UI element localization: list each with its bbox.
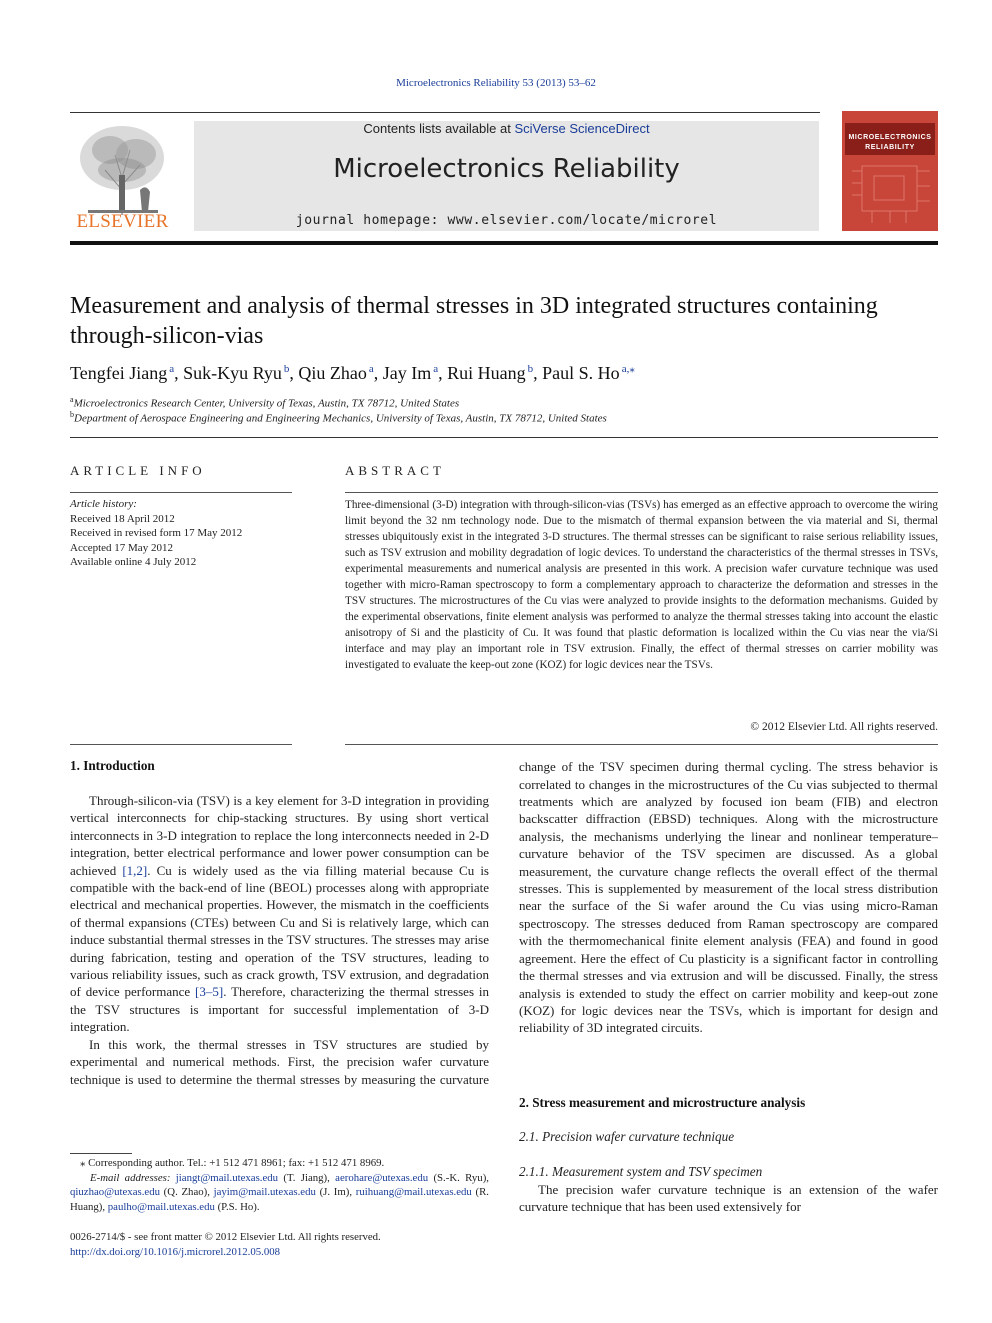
email-link[interactable]: jiangt@mail.utexas.edu — [175, 1171, 279, 1184]
doi-link[interactable]: http://dx.doi.org/10.1016/j.microrel.2012.05.008 — [70, 1245, 281, 1258]
article-info-rule — [70, 492, 292, 493]
intro-paragraph-1: Through-silicon-via (TSV) is a key element for 3-D integration in providing vertical interconnects for chip-stacking structures. By using short vertical interconnects in 3-D integration to replace the long interconnects needed in 2-D integration, better electrical performance and lower power consumption can be achieved [1,2]. Cu is widely used as the via filling material because Cu is compatible with the back-end of line (BEOL) processes along with appropriate electrical and mechanical properties. However, the mismatch in the coefficients of thermal expansions (CTEs) between Cu and Si is relatively large, which can induce substantial thermal stresses in the TSV structures. The stresses may arise during fabrication, testing and operation of the TSV structures, leading to various reliability issues, such as crack growth, TSV extrusion, and degradation of device performance [3–5]. Therefore, characterizing the thermal stresses in the TSV structures is important for successful implementation of 3-D integration. — [70, 793, 489, 1035]
header-rule — [70, 112, 820, 113]
history-online: Available online 4 July 2012 — [70, 556, 197, 568]
section-2-1-1-text — [519, 1181, 938, 1216]
email-label: E-mail addresses: — [90, 1171, 171, 1184]
abstract-text: Three-dimensional (3-D) integration with through-silicon-vias (TSVs) has emerged as an effective approach to overcome the wiring limit beyond the 32 nm technology node. Due to the mismatch of thermal expansion between the via material and Si, thermal stresses ubiquitously exist in the integrated 3-D structures. The thermal stresses can be significant to raise serious reliability issues, such as TSV extrusion and mobility degradation of logic devices. To understand the characteristics of the thermal stresses in TSVs, experimental measurements and numerical analysis are presented in this work. A precision wafer curvature technique was used together with micro-Raman spectroscopy to form a complementary approach to characterize the deformation and stresses in the TSV structures. The microstructures of the Cu vias were analyzed to provide insights to the deformation mechanisms. Guided by the experimental observations, finite element analysis was performed to analyze the thermal stresses taking into account the elastic anisotropy of Si and the plasticity of Cu. It was found that plastic deformation is localized within the Cu vias near the via/Si interface and may play an important role in TSV extrusion. Finally, the effect of thermal stresses on carrier mobility was investigated to evaluate the keep-out zone (KOZ) for logic devices near the TSVs. — [345, 499, 938, 671]
author[interactable]: Suk-Kyu Ryu $^b$ — [183, 363, 290, 383]
author[interactable]: Jay Im $^a$ — [382, 363, 439, 383]
abstract-copyright: © 2012 Elsevier Ltd. All rights reserved. — [750, 721, 938, 733]
email-addresses: E-mail addresses: jiangt@mail.utexas.edu (T. Jiang), aerohare@utexas.edu (S.-K. Ryu), qiuzhao@utexas.edu (Q. Zhao), jayim@mail.utexas.edu (J. Im), ruihuang@mail.utexas.edu (R. Huang), paulho@mail.utexas.edu (P.S. Ho). — [70, 1171, 490, 1213]
history-label: Article history: — [70, 498, 137, 510]
cover-title-line2: RELIABILITY — [865, 144, 915, 151]
citation-link[interactable]: [3–5] — [195, 984, 224, 1000]
email-link[interactable]: aerohare@utexas.edu — [335, 1171, 429, 1184]
citation-link[interactable]: [1,2] — [122, 862, 148, 878]
footnotes — [70, 1156, 489, 1214]
journal-citation[interactable]: Microelectronics Reliability 53 (2013) 53–62 — [396, 77, 596, 89]
email-link[interactable]: ruihuang@mail.utexas.edu — [355, 1186, 472, 1199]
journal-homepage[interactable]: journal homepage: www.elsevier.com/locate/microrel — [295, 213, 718, 228]
affiliation-a: $^a$Microelectronics Research Center, University of Texas, Austin, TX 78712, United States — [70, 395, 460, 410]
author[interactable]: Qiu Zhao $^a$ — [298, 363, 374, 383]
history-accepted: Accepted 17 May 2012 — [70, 541, 173, 554]
subsubsection-heading-measurement-system: 2.1.1. Measurement system and TSV specimen — [519, 1164, 763, 1179]
journal-title: Microelectronics Reliability — [333, 154, 680, 184]
article-history — [70, 497, 295, 570]
abstract-bottom-rule — [345, 744, 938, 745]
abstract-rule — [345, 492, 938, 493]
body-left-column — [70, 792, 489, 1088]
email-link[interactable]: paulho@mail.utexas.edu — [107, 1200, 215, 1213]
issn-doi-block — [70, 1230, 381, 1259]
cover-title-line1: MICROELECTRONICS — [848, 134, 932, 141]
elsevier-wordmark: ELSEVIER — [76, 211, 169, 232]
affiliation-b: $^b$Department of Aerospace Engineering and Engineering Mechanics, University of Texas, Austin, TX 78712, United States — [70, 410, 607, 425]
article-info-bottom-rule — [70, 744, 292, 745]
history-received: Received 18 April 2012 — [70, 512, 175, 525]
email-link[interactable]: qiuzhao@utexas.edu — [70, 1186, 160, 1199]
section-heading-introduction: 1. Introduction — [70, 758, 155, 773]
subsection-heading-wafer-curvature: 2.1. Precision wafer curvature technique — [519, 1129, 735, 1144]
abstract-heading: ABSTRACT — [345, 463, 445, 478]
body-right-column — [519, 758, 938, 1071]
article-info-heading: ARTICLE INFO — [70, 463, 206, 478]
contents-available-line — [194, 121, 819, 136]
title-block-rule — [70, 437, 938, 438]
paper-title: Measurement and analysis of thermal stresses in 3D integrated structures containing through-silicon-vias — [70, 293, 878, 349]
intro-paragraph-2-continued: change of the TSV specimen during thermal cycling. The stress behavior is correlated to changes in the microstructures of the Cu vias subjected to thermal treatments which are analyzed by focused ion beam (FIB) and electron backscatter diffraction (EBSD) techniques. Along with the microstructure analysis, the mechanisms underlying the linear and nonlinear temperature–curvature behavior of the TSV specimen are discussed. As a global measurement, the curvature change reflects the overall effect of the thermal stresses. This is supplemented by measurement of the local stress distribution near the surface of the Si wafer around the Cu vias using micro-Raman spectroscopy. The stresses deduced from Raman spectroscopy are compared with the thermomechanical finite element analysis (FEA) and found in good agreement. Here the effect of Cu plasticity is a significant factor in controlling the thermal stresses and via extrusion and will be discussed. Finally, the stress analysis is extended to study the effect on carrier mobility and keep-out zone (KOZ) for logic devices near the TSVs, which is important for design and reliability of 3D integrated circuits. — [519, 759, 938, 1036]
author-list: Tengfei Jiang $^a$, Suk-Kyu Ryu $^b$, Qiu Zhao $^a$, Jay Im $^a$, Rui Huang $^b$, Paul S. Ho $^{a,⁎}$ — [70, 363, 635, 383]
header-thick-rule — [70, 241, 938, 245]
elsevier-logo[interactable] — [70, 120, 175, 232]
intro-paragraph-2-start: In this work, the thermal stresses in TSV structures are studied by experimental and numerical methods. First, the precision wafer curvature technique is used to determine the thermal stresses by measuring the curvature — [70, 1036, 489, 1087]
issn-line: 0026-2714/$ - see front matter © 2012 Elsevier Ltd. All rights reserved. — [70, 1231, 381, 1243]
history-revised: Received in revised form 17 May 2012 — [70, 527, 243, 539]
sciverse-link[interactable]: SciVerse ScienceDirect — [514, 121, 650, 136]
author[interactable]: Paul S. Ho $^{a,⁎}$ — [542, 363, 635, 383]
footnote-rule — [70, 1153, 132, 1154]
cover-circuit-icon — [842, 111, 938, 231]
corresponding-author-note: ⁎ Corresponding author. Tel.: +1 512 471 8961; fax: +1 512 471 8969. — [80, 1157, 385, 1169]
author[interactable]: Rui Huang $^b$ — [447, 363, 534, 383]
journal-cover-thumbnail[interactable] — [842, 111, 938, 231]
contents-prefix: Contents lists available at — [363, 121, 515, 136]
author[interactable]: Tengfei Jiang $^a$ — [70, 363, 175, 383]
email-link[interactable]: jayim@mail.utexas.edu — [213, 1186, 316, 1199]
section-2-1-1-paragraph: The precision wafer curvature technique is an extension of the wafer curvature technique that has been used extensively for — [519, 1182, 938, 1215]
section-heading-stress-measurement: 2. Stress measurement and microstructure analysis — [519, 1095, 806, 1110]
